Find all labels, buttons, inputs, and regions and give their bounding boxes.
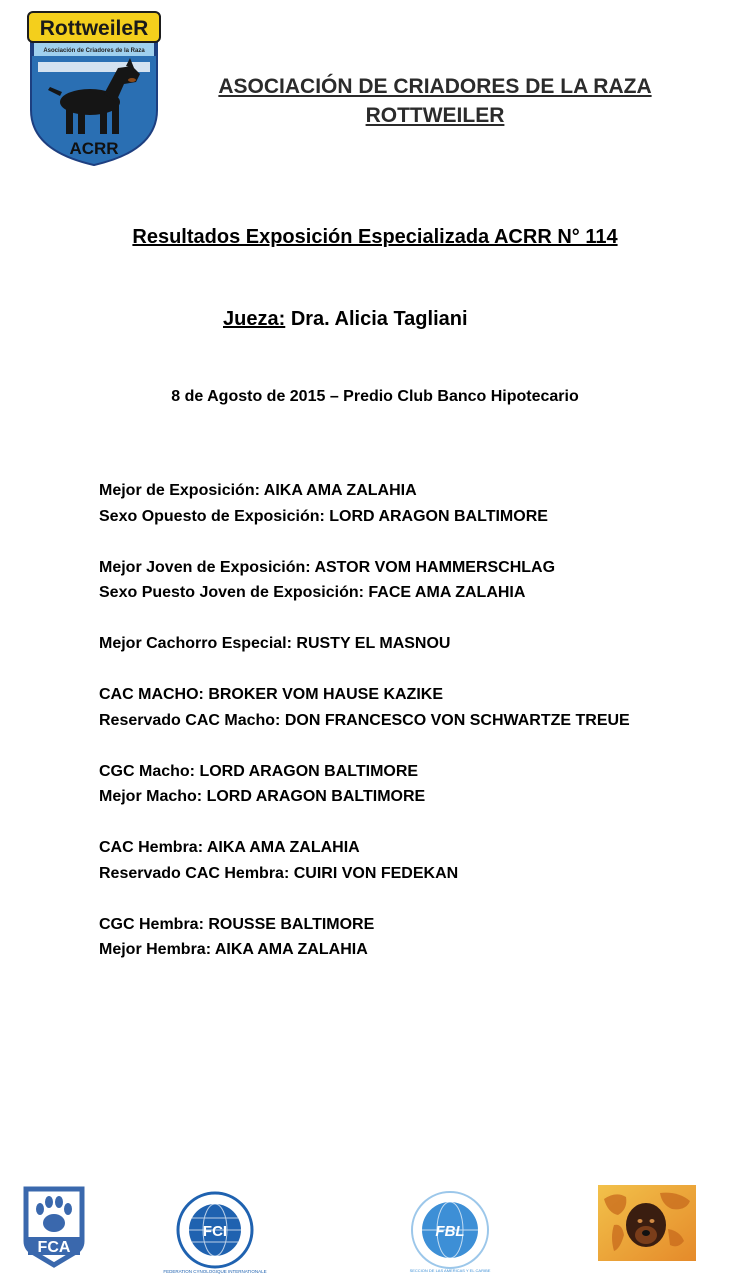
logo-banner-text: RottweileR xyxy=(39,17,149,40)
fca-text: FCA xyxy=(37,1239,71,1256)
document-title: Resultados Exposición Especializada ACRR N° 114 xyxy=(132,226,618,248)
world-map-dog-logo xyxy=(598,1185,696,1261)
fbl-logo xyxy=(408,1188,492,1274)
fci-logo xyxy=(163,1190,267,1276)
result-line: CGC Macho: LORD ARAGON BALTIMORE xyxy=(99,762,419,780)
result-line: Mejor Hembra: AIKA AMA ZALAHIA xyxy=(99,941,368,958)
event-date-location: 8 de Agosto de 2015 – Predio Club Banco Hipotecario xyxy=(171,388,579,405)
fci-text: FCI xyxy=(202,1223,228,1240)
fci-ring-text: FEDERATION CYNOLOGIQUE INTERNATIONALE xyxy=(163,1269,267,1274)
result-line: CGC Hembra: ROUSSE BALTIMORE xyxy=(99,915,375,933)
result-line: Mejor Joven de Exposición: ASTOR VOM HAMMERSCHLAG xyxy=(99,558,556,576)
result-line: Mejor de Exposición: AIKA AMA ZALAHIA xyxy=(99,482,417,499)
result-line: Sexo Puesto Joven de Exposición: FACE AMA ZALAHIA xyxy=(99,584,526,601)
result-line: Mejor Cachorro Especial: RUSTY EL MASNOU xyxy=(99,635,451,652)
result-line: Reservado CAC Hembra: CUIRI VON FEDEKAN xyxy=(99,864,459,882)
result-line: CAC Hembra: AIKA AMA ZALAHIA xyxy=(99,839,360,856)
dog-world-map-icon xyxy=(626,1203,666,1247)
result-line: Sexo Opuesto de Exposición: LORD ARAGON BALTIMORE xyxy=(99,507,548,525)
fbl-text: FBL xyxy=(435,1223,465,1240)
acrr-logo xyxy=(26,10,162,166)
organization-title-line-1: ASOCIACIÓN DE CRIADORES DE LA RAZA xyxy=(218,75,652,98)
organization-title xyxy=(180,72,690,130)
fca-logo xyxy=(22,1185,86,1269)
judge-line xyxy=(223,308,468,331)
judge-label: Jueza: xyxy=(223,308,286,330)
result-line: Mejor Macho: LORD ARAGON BALTIMORE xyxy=(99,788,426,805)
organization-title-line-2: ROTTWEILER xyxy=(365,104,505,127)
logo-acronym: ACRR xyxy=(69,139,119,158)
result-line: CAC MACHO: BROKER VOM HAUSE KAZIKE xyxy=(99,686,443,703)
result-line: Reservado CAC Macho: DON FRANCESCO VON SCHWARTZE TREUE xyxy=(99,711,630,729)
logo-subtitle: Asociación de Criadores de la Raza xyxy=(43,48,145,54)
results-list xyxy=(99,478,709,963)
fbl-ring-text: SECCION DE LAS AMERICAS Y EL CARIBE xyxy=(409,1268,491,1273)
judge-name: Dra. Alicia Tagliani xyxy=(290,308,468,330)
